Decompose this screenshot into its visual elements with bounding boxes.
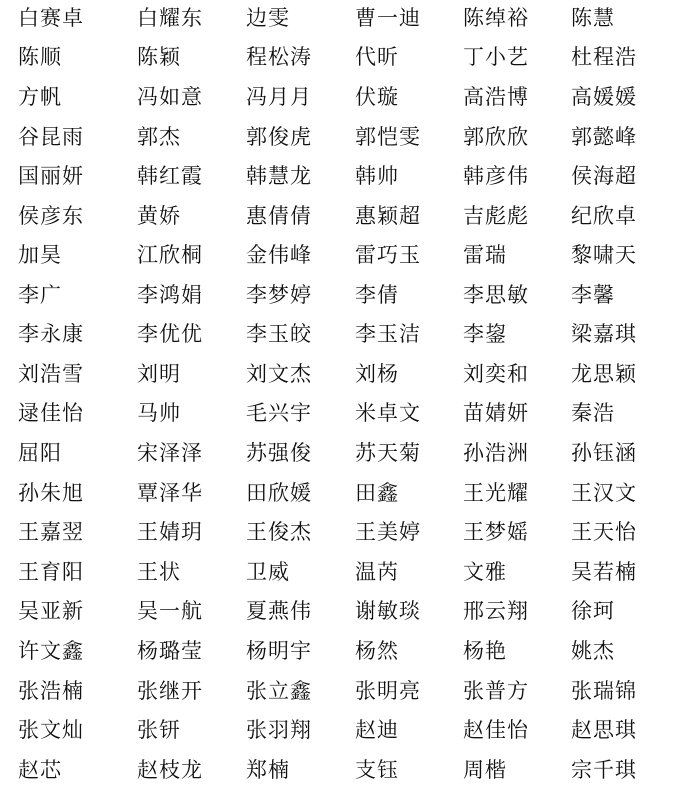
name-cell: 李广 [18, 283, 62, 307]
name-cell: 姚杰 [571, 639, 615, 663]
name-cell: 纪欣卓 [571, 204, 637, 228]
name-cell: 方帆 [18, 85, 62, 109]
name-cell: 冯如意 [137, 85, 203, 109]
name-cell: 孙钰涵 [571, 441, 637, 465]
name-cell: 郭杰 [137, 125, 181, 149]
name-cell: 文雅 [463, 560, 507, 584]
name-cell: 李思敏 [463, 283, 529, 307]
name-cell: 李玉洁 [355, 322, 421, 346]
name-cell: 金伟峰 [246, 243, 312, 267]
name-cell: 夏燕伟 [246, 599, 312, 623]
name-cell: 王育阳 [18, 560, 84, 584]
name-cell: 侯海超 [571, 164, 637, 188]
name-row [0, 275, 676, 315]
name-cell: 谢敏琰 [355, 599, 421, 623]
name-cell: 米卓文 [355, 401, 421, 425]
name-cell: 白耀东 [137, 6, 203, 30]
name-cell: 陈绰裕 [463, 6, 529, 30]
name-row [0, 473, 676, 513]
name-cell: 张文灿 [18, 718, 84, 742]
name-row [0, 0, 676, 38]
name-cell: 苏强俊 [246, 441, 312, 465]
name-cell: 雷瑞 [463, 243, 507, 267]
name-cell: 韩彦伟 [463, 164, 529, 188]
name-cell: 逯佳怡 [18, 401, 84, 425]
name-cell: 郭懿峰 [571, 125, 637, 149]
name-cell: 白赛卓 [18, 6, 84, 30]
name-cell: 吴若楠 [571, 560, 637, 584]
name-cell: 韩帅 [355, 164, 399, 188]
name-cell: 宗千琪 [571, 758, 637, 782]
name-cell: 郭欣欣 [463, 125, 529, 149]
name-cell: 吴亚新 [18, 599, 84, 623]
name-cell: 刘文杰 [246, 362, 312, 386]
name-cell: 吴一航 [137, 599, 203, 623]
name-cell: 国丽妍 [18, 164, 84, 188]
name-cell: 赵枝龙 [137, 758, 203, 782]
name-cell: 丁小艺 [463, 45, 529, 69]
name-cell: 张钘 [137, 718, 181, 742]
name-cell: 杜程浩 [571, 45, 637, 69]
name-row [0, 433, 676, 473]
name-row [0, 314, 676, 354]
name-cell: 杨明宇 [246, 639, 312, 663]
name-cell: 王嘉翌 [18, 520, 84, 544]
name-cell: 韩慧龙 [246, 164, 312, 188]
name-cell: 李玉皎 [246, 322, 312, 346]
name-cell: 邢云翔 [463, 599, 529, 623]
name-cell: 许文鑫 [18, 639, 84, 663]
name-cell: 谷昆雨 [18, 125, 84, 149]
name-cell: 苏天菊 [355, 441, 421, 465]
name-cell: 龙思颖 [571, 362, 637, 386]
name-cell: 赵佳怡 [463, 718, 529, 742]
name-cell: 曹一迪 [355, 6, 421, 30]
name-row [0, 37, 676, 77]
name-cell: 田鑫 [355, 481, 399, 505]
name-cell: 雷巧玉 [355, 243, 421, 267]
name-cell: 王梦媱 [463, 520, 529, 544]
name-cell: 张瑞锦 [571, 679, 637, 703]
name-row [0, 393, 676, 433]
name-cell: 张普方 [463, 679, 529, 703]
name-cell: 程松涛 [246, 45, 312, 69]
name-cell: 郑楠 [246, 758, 290, 782]
name-row [0, 117, 676, 157]
name-cell: 刘杨 [355, 362, 399, 386]
name-row [0, 750, 676, 790]
name-cell: 李鋆 [463, 322, 507, 346]
name-cell: 孙朱旭 [18, 481, 84, 505]
name-row [0, 591, 676, 631]
name-cell: 杨璐莹 [137, 639, 203, 663]
name-row [0, 671, 676, 711]
name-cell: 惠倩倩 [246, 204, 312, 228]
name-cell: 惠颖超 [355, 204, 421, 228]
name-cell: 宋泽泽 [137, 441, 203, 465]
name-row [0, 631, 676, 671]
name-cell: 黄娇 [137, 204, 181, 228]
name-cell: 王汉文 [571, 481, 637, 505]
name-cell: 王状 [137, 560, 181, 584]
name-cell: 杨艳 [463, 639, 507, 663]
name-cell: 李永康 [18, 322, 84, 346]
name-cell: 王天怡 [571, 520, 637, 544]
name-cell: 李倩 [355, 283, 399, 307]
name-cell: 赵芯 [18, 758, 62, 782]
name-cell: 屈阳 [18, 441, 62, 465]
name-row [0, 235, 676, 275]
name-cell: 王俊杰 [246, 520, 312, 544]
name-cell: 张羽翔 [246, 718, 312, 742]
name-cell: 刘奕和 [463, 362, 529, 386]
name-cell: 周楷 [463, 758, 507, 782]
name-cell: 马帅 [137, 401, 181, 425]
name-cell: 孙浩洲 [463, 441, 529, 465]
name-cell: 江欣桐 [137, 243, 203, 267]
name-cell: 张明亮 [355, 679, 421, 703]
name-cell: 陈顺 [18, 45, 62, 69]
name-row [0, 156, 676, 196]
name-cell: 卫威 [246, 560, 290, 584]
name-cell: 吉彪彪 [463, 204, 529, 228]
name-cell: 黎啸天 [571, 243, 637, 267]
name-cell: 刘浩雪 [18, 362, 84, 386]
name-cell: 张浩楠 [18, 679, 84, 703]
name-row [0, 512, 676, 552]
name-cell: 郭俊虎 [246, 125, 312, 149]
name-cell: 梁嘉琪 [571, 322, 637, 346]
name-cell: 李优优 [137, 322, 203, 346]
name-cell: 侯彦东 [18, 204, 84, 228]
name-cell: 伏璇 [355, 85, 399, 109]
name-cell: 刘明 [137, 362, 181, 386]
name-row [0, 77, 676, 117]
name-cell: 李鸿娟 [137, 283, 203, 307]
name-cell: 赵思琪 [571, 718, 637, 742]
name-cell: 韩红霞 [137, 164, 203, 188]
name-cell: 秦浩 [571, 401, 615, 425]
name-cell: 王婧玥 [137, 520, 203, 544]
name-cell: 张立鑫 [246, 679, 312, 703]
name-cell: 陈慧 [571, 6, 615, 30]
name-cell: 代昕 [355, 45, 399, 69]
name-cell: 王光耀 [463, 481, 529, 505]
name-cell: 冯月月 [246, 85, 312, 109]
name-row [0, 710, 676, 750]
name-cell: 高浩博 [463, 85, 529, 109]
name-cell: 毛兴宇 [246, 401, 312, 425]
name-cell: 杨然 [355, 639, 399, 663]
name-cell: 边雯 [246, 6, 290, 30]
name-row [0, 552, 676, 592]
name-row [0, 196, 676, 236]
name-cell: 张继开 [137, 679, 203, 703]
name-cell: 李梦婷 [246, 283, 312, 307]
name-cell: 温芮 [355, 560, 399, 584]
name-cell: 加昊 [18, 243, 62, 267]
name-cell: 田欣媛 [246, 481, 312, 505]
name-cell: 苗婧妍 [463, 401, 529, 425]
name-cell: 郭恺雯 [355, 125, 421, 149]
name-row [0, 354, 676, 394]
name-cell: 赵迪 [355, 718, 399, 742]
name-cell: 覃泽华 [137, 481, 203, 505]
name-cell: 支钰 [355, 758, 399, 782]
name-cell: 王美婷 [355, 520, 421, 544]
name-cell: 李馨 [571, 283, 615, 307]
name-cell: 高媛媛 [571, 85, 637, 109]
name-cell: 陈颖 [137, 45, 181, 69]
name-cell: 徐珂 [571, 599, 615, 623]
